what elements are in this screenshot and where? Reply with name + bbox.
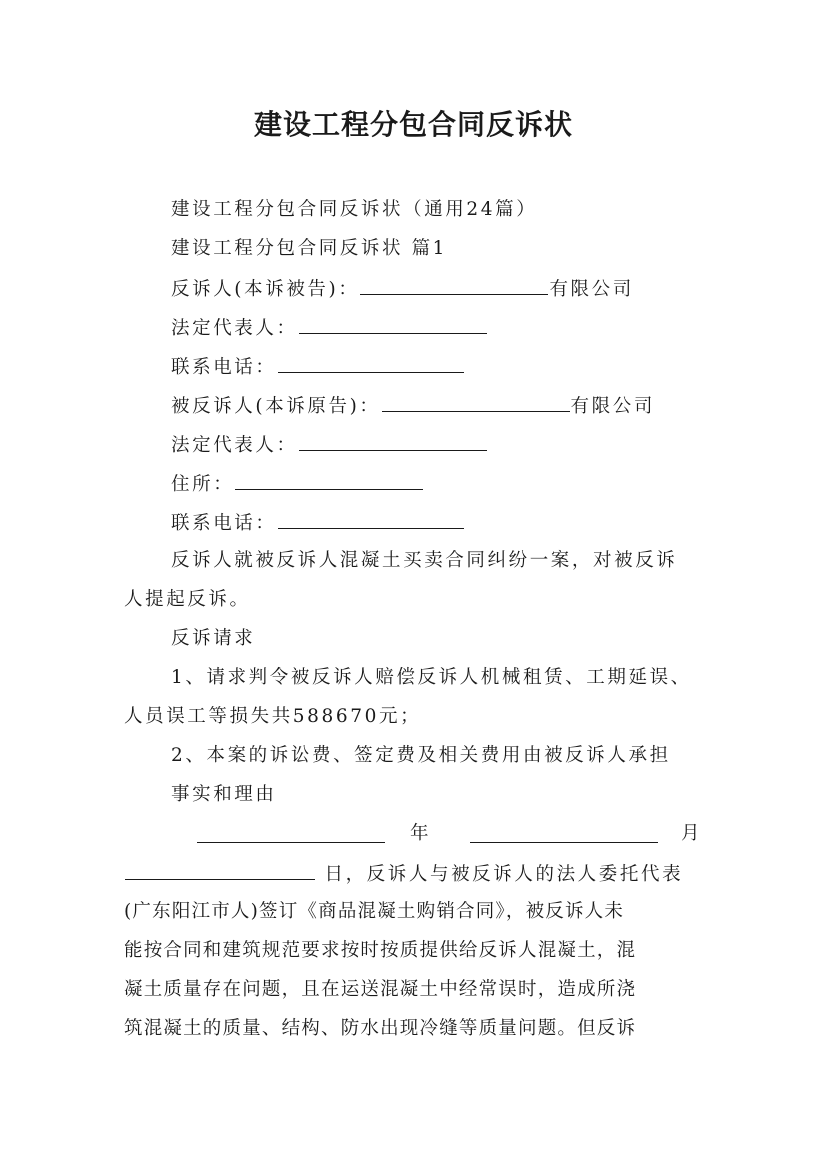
legal-rep-label-1: 法定代表人： xyxy=(171,318,298,339)
intro-line-1: 反诉人就被反诉人混凝土买卖合同纠纷一案，对被反诉 xyxy=(171,550,678,571)
date-month-label: 月 xyxy=(681,823,700,844)
date-day-text: 日，反诉人与被反诉人的法人委托代表 xyxy=(324,864,684,885)
section-heading: 建设工程分包合同反诉状 篇1 xyxy=(171,238,448,259)
legal-rep-label-2: 法定代表人： xyxy=(171,435,298,456)
counter-plaintiff-field xyxy=(171,276,634,302)
claims-heading: 反诉请求 xyxy=(171,628,256,649)
facts-line-5: 凝土质量存在问题，且在运送混凝土中经常误时，造成所浇 xyxy=(124,979,637,1000)
address-label: 住所： xyxy=(171,474,235,495)
legal-rep-blank-2 xyxy=(299,432,487,451)
company-suffix-2: 有限公司 xyxy=(570,396,655,417)
counter-plaintiff-blank xyxy=(360,276,548,295)
counter-defendant-blank xyxy=(382,393,570,412)
phone-field-1 xyxy=(171,354,465,380)
counter-defendant-field xyxy=(171,393,655,419)
facts-line-2 xyxy=(124,861,683,887)
facts-line-3: (广东阳江市人)签订《商品混凝土购销合同》，被反诉人未 xyxy=(124,901,625,922)
date-year-blank xyxy=(197,824,385,843)
facts-heading: 事实和理由 xyxy=(171,784,277,805)
date-year-label: 年 xyxy=(410,823,429,844)
date-month-blank xyxy=(470,824,658,843)
legal-rep-field-1 xyxy=(171,315,488,341)
facts-line-4: 能按合同和建筑规范要求按时按质提供给反诉人混凝土，混 xyxy=(124,940,637,961)
document-title: 建设工程分包合同反诉状 xyxy=(253,108,573,141)
claim-1-line-2: 人员误工等损失共588670元； xyxy=(124,706,422,727)
counter-plaintiff-label: 反诉人(本诉被告)： xyxy=(171,279,360,300)
facts-line-6: 筑混凝土的质量、结构、防水出现冷缝等质量问题。但反诉 xyxy=(124,1018,637,1039)
claim-2: 2、本案的诉讼费、签定费及相关费用由被反诉人承担 xyxy=(171,745,671,766)
intro-line-2: 人提起反诉。 xyxy=(124,589,251,610)
legal-rep-field-2 xyxy=(171,432,488,458)
phone-label-1: 联系电话： xyxy=(171,357,277,378)
claim-1-line-1: 1、请求判令被反诉人赔偿反诉人机械租赁、工期延误、 xyxy=(171,667,692,688)
address-field xyxy=(171,471,424,497)
legal-rep-blank-1 xyxy=(299,315,487,334)
address-blank xyxy=(235,471,423,490)
company-suffix-1: 有限公司 xyxy=(549,279,634,300)
phone-blank-2 xyxy=(278,510,464,529)
phone-field-2 xyxy=(171,510,465,536)
document-subtitle: 建设工程分包合同反诉状（通用24篇） xyxy=(171,199,538,220)
phone-blank-1 xyxy=(278,354,464,373)
phone-label-2: 联系电话： xyxy=(171,513,277,534)
date-day-blank xyxy=(125,861,315,880)
counter-defendant-label: 被反诉人(本诉原告)： xyxy=(171,396,381,417)
